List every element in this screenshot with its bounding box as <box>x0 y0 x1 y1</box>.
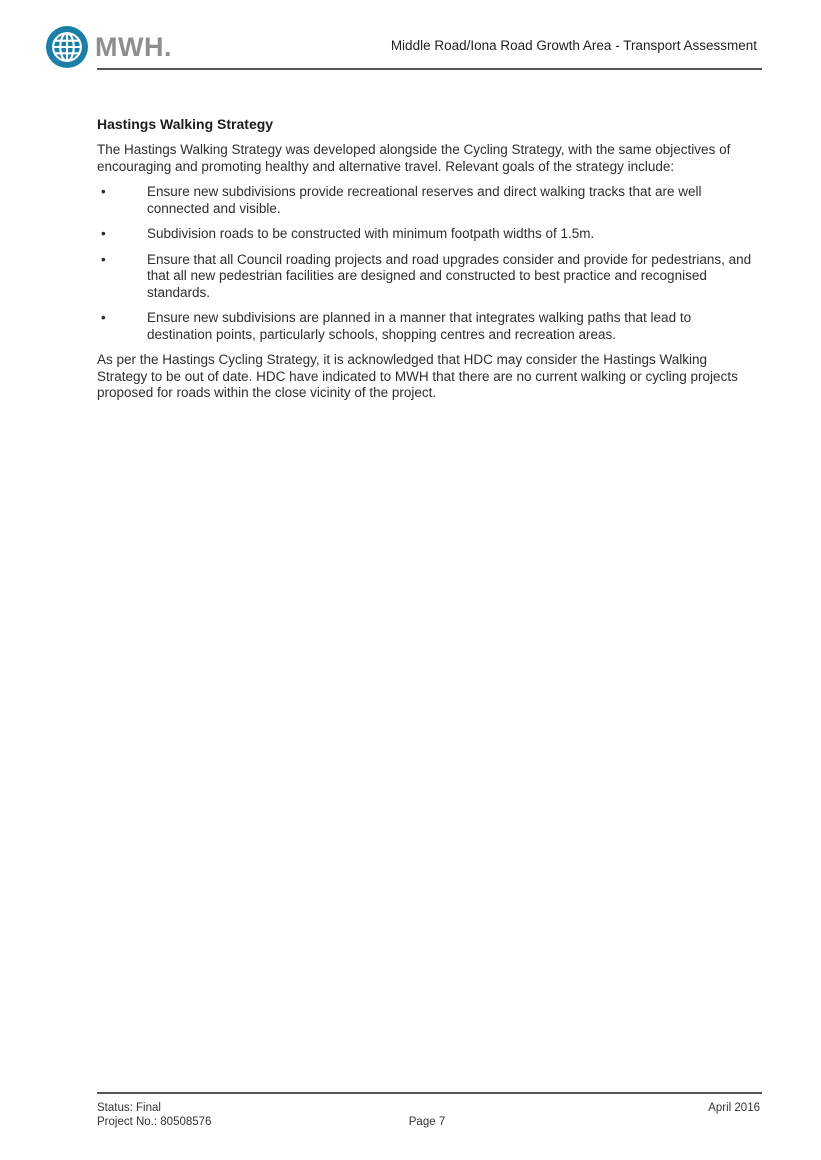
header-divider <box>97 68 762 70</box>
list-item-text: Subdivision roads to be constructed with minimum footpath widths of 1.5m. <box>147 226 595 241</box>
date-text: April 2016 <box>708 1102 760 1114</box>
list-item <box>97 226 757 243</box>
list-item <box>97 252 757 302</box>
section-heading: Hastings Walking Strategy <box>97 116 274 132</box>
page-number: Page 7 <box>408 1116 446 1128</box>
paragraph-intro: The Hastings Walking Strategy was developed alongside the Cycling Strategy, with the same objectives of encouraging and promoting healthy and alternative travel. Relevant goals of the strategy include: <box>97 142 731 174</box>
mwh-logo <box>46 26 172 68</box>
list-item-text: Ensure that all Council roading projects and road upgrades consider and provide for pedestrians, and that all new pedestrian facilities are designed and constructed to best practice and recognised standards. <box>147 251 752 300</box>
footer-divider <box>97 1092 762 1094</box>
bullet-icon: • <box>101 226 106 241</box>
list-item <box>97 184 757 217</box>
logo-text: MWH. <box>95 31 172 62</box>
project-number: Project No.: 80508576 <box>97 1116 212 1128</box>
bullet-icon: • <box>101 310 106 325</box>
list-item-text: Ensure new subdivisions provide recreational reserves and direct walking tracks that are well connected and visible. <box>147 184 702 216</box>
paragraph-closing: As per the Hastings Cycling Strategy, it is acknowledged that HDC may consider the Hastings Walking Strategy to be out of date. HDC have indicated to MWH that there are no current walking or cycling projects proposed for roads within the close vicinity of the project. <box>97 352 738 400</box>
status-text: Status: Final <box>97 1102 161 1114</box>
list-item-text: Ensure new subdivisions are planned in a manner that integrates walking paths that lead to destination points, particularly schools, shopping centres and recreation areas. <box>147 310 692 342</box>
list-item <box>97 310 757 343</box>
bullet-list <box>97 184 757 343</box>
bullet-icon: • <box>101 251 106 267</box>
document-header-title: Middle Road/Iona Road Growth Area - Transport Assessment <box>390 38 757 53</box>
bullet-icon: • <box>101 184 106 199</box>
document-body <box>97 116 757 411</box>
globe-icon <box>46 26 88 68</box>
